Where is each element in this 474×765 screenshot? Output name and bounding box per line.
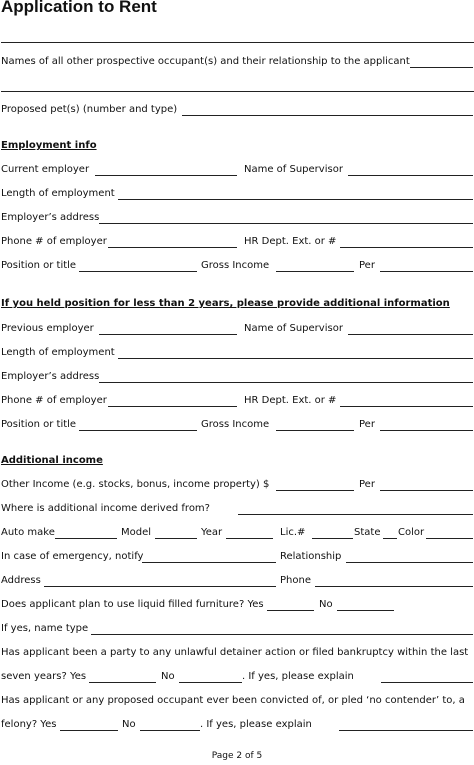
employers-address-field[interactable] [99,223,473,224]
occupants-continuation-line[interactable] [1,91,474,92]
prev-length-field[interactable] [118,358,473,359]
occupants-field[interactable] [410,67,473,68]
detainer-no-label: No [161,671,175,682]
other-per-label: Per [359,479,375,490]
detainer-no-field[interactable] [179,682,242,683]
prev-position-field[interactable] [79,430,197,431]
color-label: Color [398,527,425,538]
prev-supervisor-field[interactable] [348,334,473,335]
felony-explain-field[interactable] [339,730,473,731]
lic-label: Lic.# [280,527,306,538]
additional-income-heading: Additional income [1,455,103,466]
detainer-question: Has applicant been a party to any unlawful detainer action or filed bankruptcy within the last [1,647,469,658]
felony-no-label: No [122,719,136,730]
prev-gross-income-field[interactable] [276,430,354,431]
previous-employer-label: Previous employer [1,323,94,334]
address-field[interactable] [44,586,276,587]
furniture-yes-field[interactable] [267,610,314,611]
page-title: Application to Rent [1,0,157,16]
prev-phone-field[interactable] [108,406,237,407]
per-label: Per [359,260,375,271]
pets-label: Proposed pet(s) (number and type) [1,104,178,115]
gross-income-field[interactable] [276,271,354,272]
phone-label: Phone [280,575,311,586]
prev-hr-field[interactable] [340,406,473,407]
conviction-question: Has applicant or any proposed occupant ever been convicted of, or pled ‘no contender’ to, a [1,695,465,706]
supervisor-field[interactable] [348,175,473,176]
felony-explain-label: . If yes, please explain [200,719,312,730]
prev-phone-label: Phone # of employer [1,395,107,406]
prev-position-label: Position or title [1,419,77,430]
income-source-field[interactable] [238,514,473,515]
state-label: State [354,527,381,538]
detainer-yes-field[interactable] [89,682,156,683]
previous-employer-field[interactable] [99,334,237,335]
furniture-label: Does applicant plan to use liquid filled furniture? Yes [1,599,264,610]
state-field[interactable] [383,538,397,539]
felony-yes-field[interactable] [60,730,118,731]
hr-dept-field[interactable] [340,247,473,248]
detainer-yes-label: seven years? Yes [1,671,87,682]
name-type-field[interactable] [91,634,473,635]
length-of-employment-field[interactable] [118,199,473,200]
emergency-label: In case of emergency, notify [1,551,144,562]
other-income-label: Other Income (e.g. stocks, bonus, income property) $ [1,479,270,490]
detainer-explain-label: . If yes, please explain [242,671,354,682]
employers-address-label: Employer’s address [1,212,100,223]
hr-dept-label: HR Dept. Ext. or # [244,236,337,247]
current-employer-label: Current employer [1,164,90,175]
occupants-label: Names of all other prospective occupant(s) and their relationship to the applicant [1,56,410,67]
pets-field[interactable] [182,115,473,116]
position-label: Position or title [1,260,77,271]
prev-address-field[interactable] [99,382,473,383]
furniture-no-label: No [319,599,333,610]
relationship-field[interactable] [346,562,473,563]
prev-per-label: Per [359,419,375,430]
year-field[interactable] [226,538,273,539]
model-label: Model [121,527,152,538]
felony-no-field[interactable] [140,730,200,731]
relationship-label: Relationship [280,551,342,562]
furniture-no-field[interactable] [337,610,394,611]
income-source-label: Where is additional income derived from? [1,503,210,514]
model-field[interactable] [155,538,197,539]
detainer-explain-field[interactable] [381,682,473,683]
length-of-employment-label: Length of employment [1,188,115,199]
prev-supervisor-label: Name of Supervisor [244,323,343,334]
prev-per-field[interactable] [380,430,473,431]
prev-length-label: Length of employment [1,347,115,358]
current-employer-field[interactable] [95,175,237,176]
gross-income-label: Gross Income [201,260,270,271]
page-number: Page 2 of 5 [211,751,263,761]
supervisor-label: Name of Supervisor [244,164,343,175]
prev-hr-label: HR Dept. Ext. or # [244,395,337,406]
employer-phone-label: Phone # of employer [1,236,107,247]
other-income-field[interactable] [276,490,354,491]
previous-employment-heading: If you held position for less than 2 years, please provide additional information [1,298,450,309]
auto-make-label: Auto make [1,527,55,538]
per-field[interactable] [380,271,473,272]
employer-phone-field[interactable] [108,247,237,248]
name-type-label: If yes, name type [1,623,89,634]
prev-address-label: Employer’s address [1,371,100,382]
position-field[interactable] [79,271,197,272]
employment-heading: Employment info [1,140,97,151]
emergency-field[interactable] [142,562,276,563]
felony-yes-label: felony? Yes [1,719,57,730]
color-field[interactable] [426,538,473,539]
applicant-name-line[interactable] [1,42,474,43]
phone-field[interactable] [315,586,473,587]
prev-gross-income-label: Gross Income [201,419,270,430]
auto-make-field[interactable] [55,538,117,539]
address-label: Address [1,575,41,586]
other-per-field[interactable] [380,490,473,491]
lic-field[interactable] [312,538,353,539]
year-label: Year [201,527,223,538]
